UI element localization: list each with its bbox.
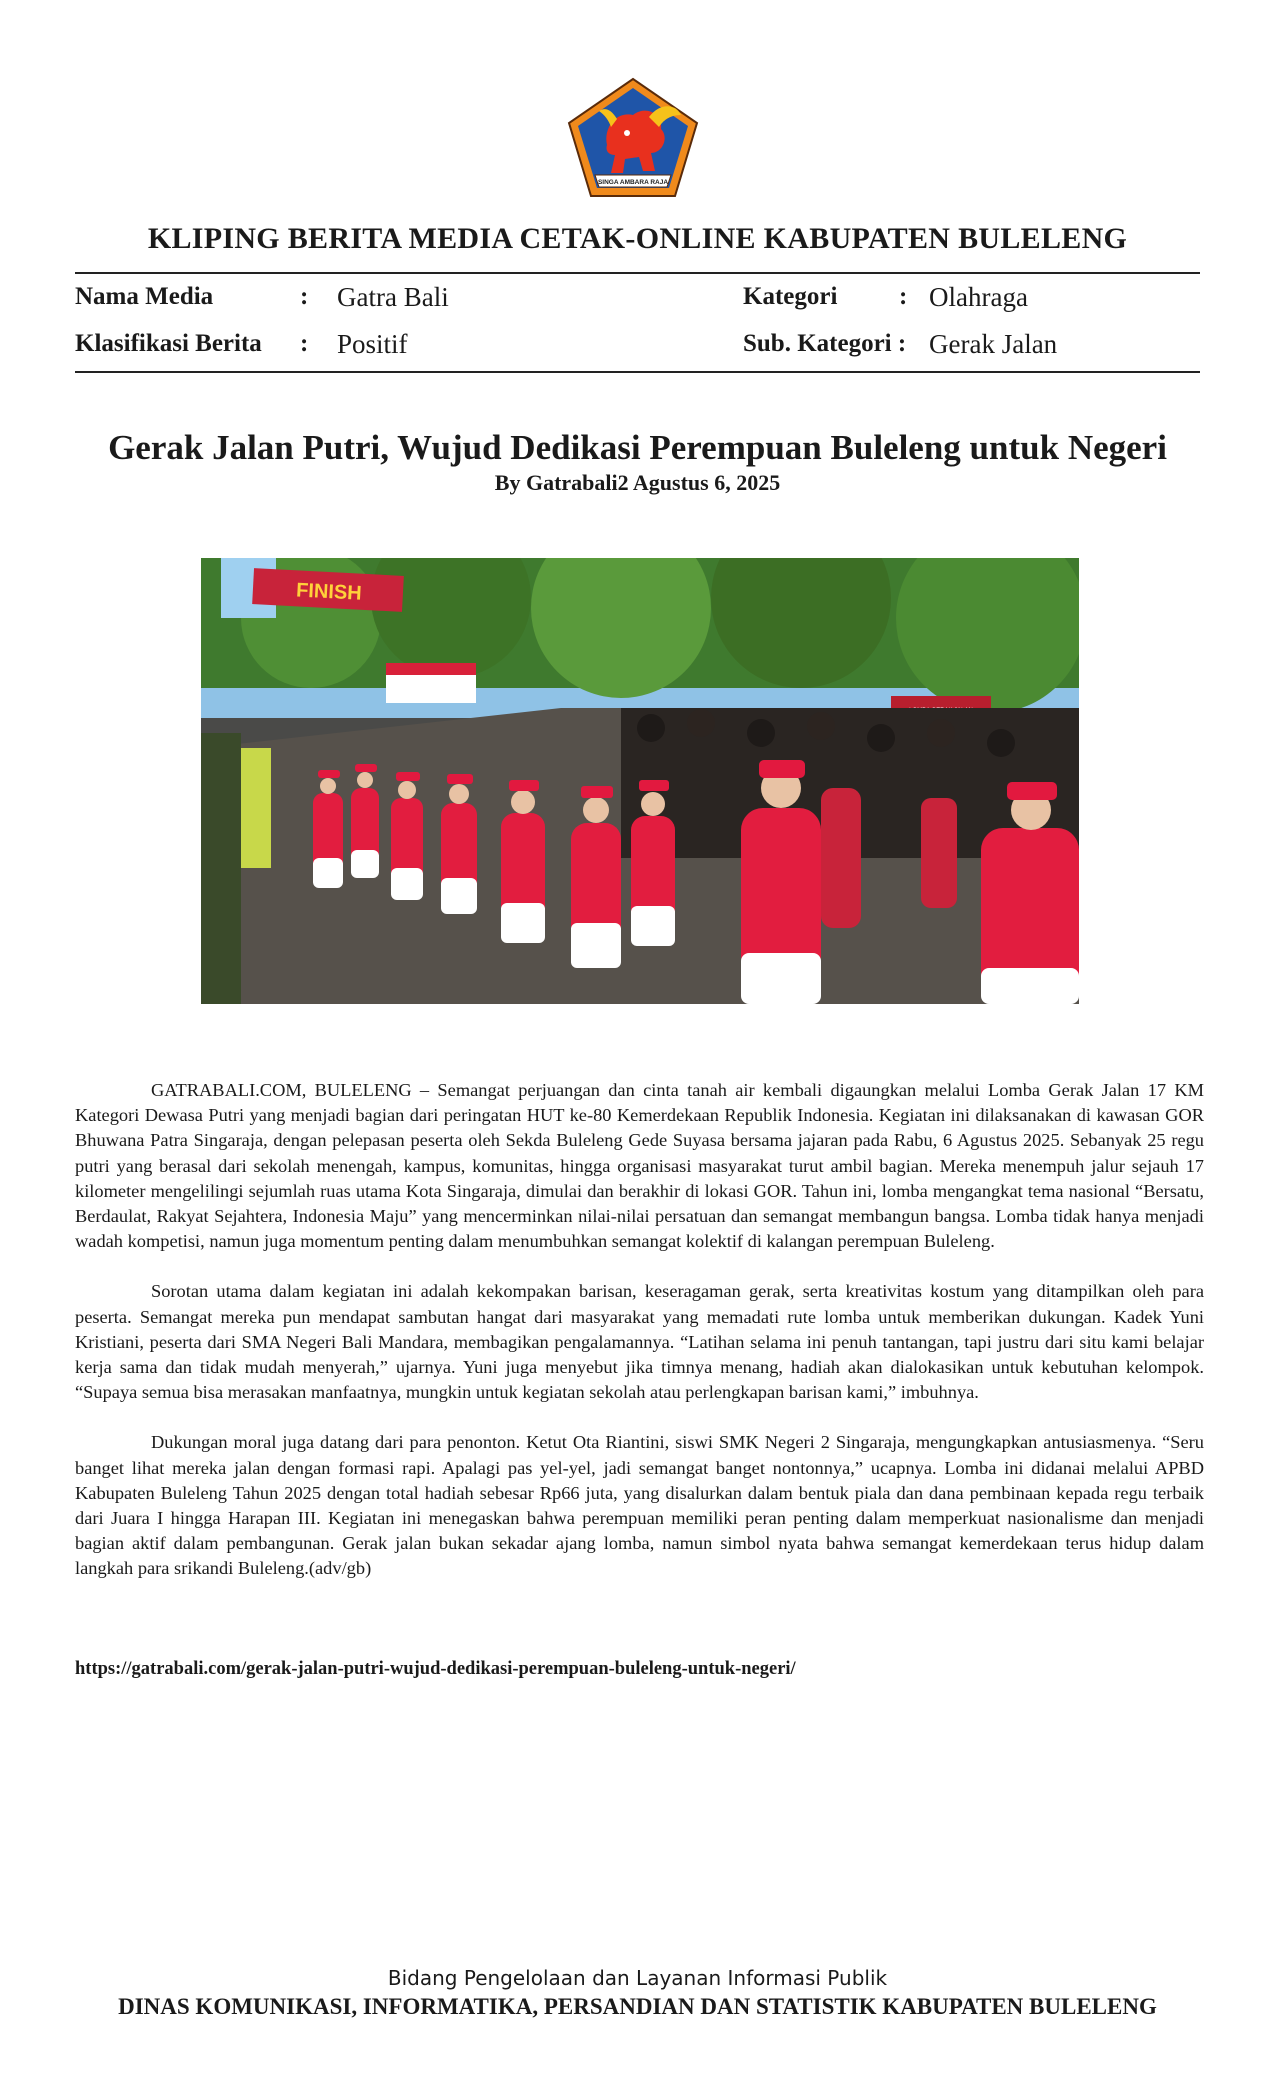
article-byline: By Gatrabali2 Agustus 6, 2025 xyxy=(494,470,781,495)
document-title: KLIPING BERITA MEDIA CETAK-ONLINE KABUPATEN BULELENG xyxy=(147,222,1128,255)
media-label: Nama Media xyxy=(75,283,214,310)
logo-motto-text: SINGA AMBARA RAJA xyxy=(597,179,669,186)
klasifikasi-value: Positif xyxy=(337,329,408,359)
subkategori-value: Gerak Jalan xyxy=(929,329,1058,359)
kategori-label: Kategori xyxy=(743,283,838,310)
article-headline: Gerak Jalan Putri, Wujud Dedikasi Perempuan Buleleng untuk Negeri xyxy=(108,428,1167,467)
photo-finish-sign: FINISH xyxy=(295,579,363,605)
article-paragraph-3: Dukungan moral juga datang dari para penonton. Ketut Ota Riantini, siswi SMK Negeri 2 Singaraja, mengungkapkan antusiasmenya. “Seru banget lihat mereka jalan dengan formasi rapi. Apalagi pas yel-yel, jadi semangat banget nontonnya,” ucapnya. Lomba ini didanai melalui APBD Kabupaten Buleleng Tahun 2025 dengan total hadiah sebesar Rp66 juta, yang disalurkan dalam bentuk piala dan dana pembinaan kepada regu terbaik dari Juara I hingga Harapan III. Kegiatan ini menegaskan bahwa perempuan memiliki peran penting dalam memperkuat nasionalisme dan menjadi bagian aktif dalam pembangunan. Gerak jalan bukan sekadar ajang lomba, namun simbol nyata bahwa semangat kemerdekaan terus hidup dalam langkah para srikandi Buleleng.(adv/gb) xyxy=(75,1432,1204,1579)
header-rule-bottom xyxy=(75,371,1200,373)
media-value: Gatra Bali xyxy=(337,282,449,312)
kategori-value: Olahraga xyxy=(929,282,1028,312)
klasifikasi-colon: : xyxy=(300,330,309,357)
header-rule-top xyxy=(75,272,1200,274)
article-paragraph-2: Sorotan utama dalam kegiatan ini adalah kekompakan barisan, keseragaman gerak, serta kreativitas kostum yang ditampilkan oleh para peserta. Semangat mereka pun mendapat sambutan hangat dari masyarakat yang memadati rute lomba untuk memberikan dukungan. Kadek Yuni Kristiani, peserta dari SMA Negeri Bali Mandara, membagikan pengalamannya. “Latihan selama ini penuh tantangan, tapi justru dari situ kami belajar kerja sama dan tidak mudah menyerah,” ujarnya. Yuni juga menyebut jika timnya menang, hadiah akan dialokasikan untuk kebutuhan kelompok. “Supaya semua bisa merasakan manfaatnya, mungkin untuk kegiatan sekolah atau perlengkapan barisan kami,” imbuhnya. xyxy=(75,1281,1204,1403)
news-photo-marching-women-icon xyxy=(201,558,1079,1004)
footer-department: Bidang Pengelolaan dan Layanan Informasi Publik xyxy=(387,1966,888,1990)
klasifikasi-label: Klasifikasi Berita xyxy=(75,330,262,357)
subkategori-label: Sub. Kategori : xyxy=(743,330,907,357)
kategori-colon: : xyxy=(899,283,908,310)
article-paragraph-1: GATRABALI.COM, BULELENG – Semangat perjuangan dan cinta tanah air kembali digaungkan melalui Lomba Gerak Jalan 17 KM Kategori Dewasa Putri yang menjadi bagian dari peringatan HUT ke-80 Kemerdekaan Republik Indonesia. Kegiatan ini dilaksanakan di kawasan GOR Bhuwana Patra Singaraja, dengan pelepasan peserta oleh Sekda Buleleng Gede Suyasa bersama jajaran pada Rabu, 6 Agustus 2025. Sebanyak 25 regu putri yang berasal dari sekolah menengah, kampus, komunitas, hingga organisasi masyarakat turut ambil bagian. Mereka menempuh jalur sejauh 17 kilometer mengelilingi sejumlah ruas utama Kota Singaraja, dimulai dan berakhir di lokasi GOR. Tahun ini, lomba mengangkat tema nasional “Bersatu, Berdaulat, Rakyat Sejahtera, Indonesia Maju” yang mencerminkan nilai-nilai persatuan dan semangat membangun bangsa. Lomba tidak hanya menjadi wadah kompetisi, namun juga momentum penting dalam menumbuhkan semangat kolektif di kalangan perempuan Buleleng. xyxy=(75,1080,1204,1252)
footer-agency: DINAS KOMUNIKASI, INFORMATIKA, PERSANDIAN DAN STATISTIK KABUPATEN BULELENG xyxy=(118,1994,1157,2019)
kabupaten-buleleng-crest-icon xyxy=(565,75,702,201)
media-colon: : xyxy=(300,283,309,310)
source-url-link[interactable]: https://gatrabali.com/gerak-jalan-putri-wujud-dedikasi-perempuan-buleleng-untuk-negeri/ xyxy=(75,1659,796,1679)
article-body xyxy=(75,1078,1204,1607)
